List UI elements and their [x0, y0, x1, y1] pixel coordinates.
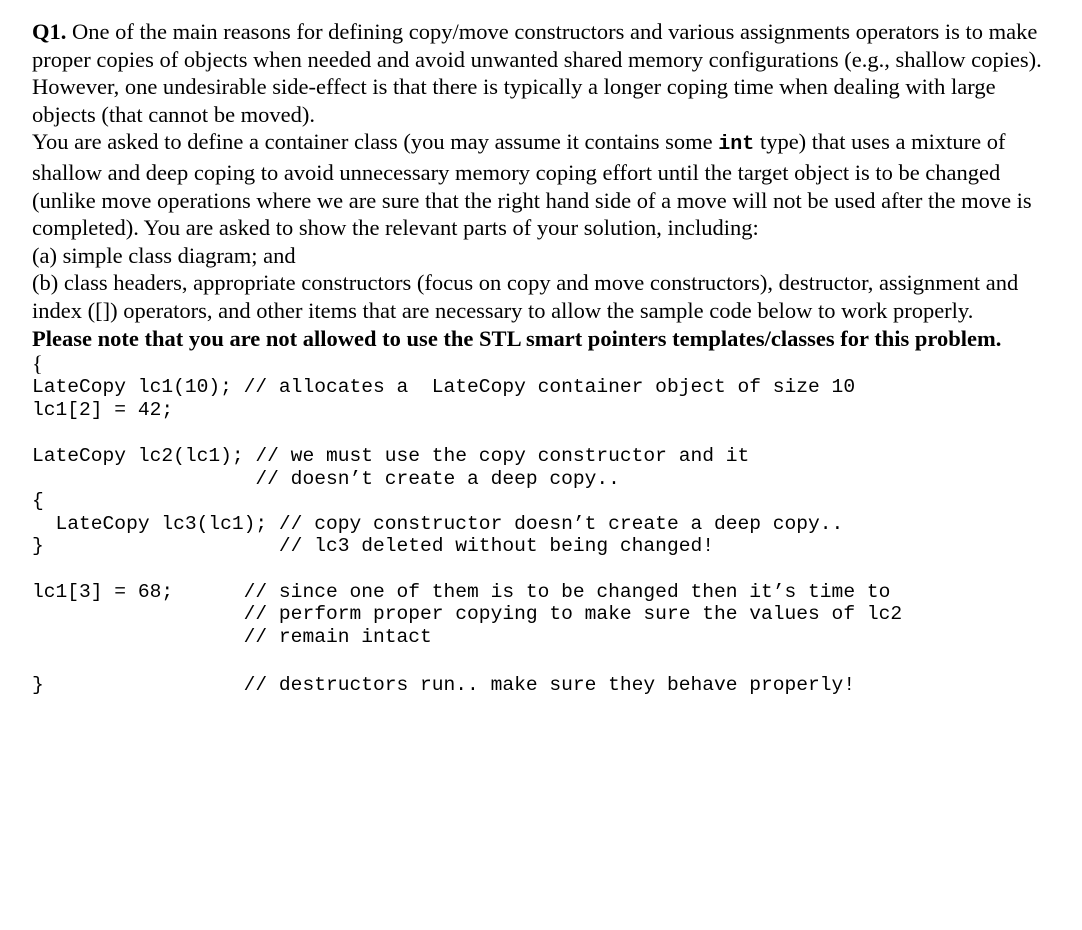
code-line-9: // perform proper copying to make sure the values of lc2 [32, 603, 903, 626]
code-line-3: LateCopy lc2(lc1); // we must use the copy constructor and it [32, 445, 750, 468]
code-line-1: LateCopy lc1(10); // allocates a LateCopy container object of size 10 [32, 376, 856, 399]
intro-text: One of the main reasons for defining copy/move constructors and various assignments operators is to make proper copies of objects when needed and avoid unwanted shared memory configurations (e.g., shallow copies). However, one undesirable side-effect is that there is typically a longer coping time when dealing with large objects (that cannot be moved). [32, 19, 1042, 127]
part-b: (b) class headers, appropriate constructors (focus on copy and move constructors), destructor, assignment and index ([]) operators, and other items that are necessary to allow the sample code below to work properly. [32, 270, 1019, 323]
task-text-before: You are asked to define a container class (you may assume it contains some [32, 129, 719, 155]
code-line-6: LateCopy lc3(lc1); // copy constructor doesn’t create a deep copy.. [32, 512, 844, 535]
question-page [32, 18, 1062, 697]
task-paragraph [32, 128, 1062, 241]
question-label: Q1. [32, 19, 67, 44]
code-line-7: } // lc3 deleted without being changed! [32, 535, 714, 558]
question-intro [32, 18, 1062, 128]
code-line-2: lc1[2] = 42; [32, 398, 174, 421]
code-line-4: // doesn’t create a deep copy.. [32, 467, 620, 490]
code-open-brace: { [32, 351, 43, 377]
code-line-10: // remain intact [32, 625, 432, 648]
int-keyword: int [718, 133, 755, 157]
code-line-8: lc1[3] = 68; // since one of them is to be changed then it’s time to [32, 580, 891, 603]
part-a: (a) simple class diagram; and [32, 242, 296, 268]
code-line-5: { [32, 490, 44, 513]
task-text-after: type) that uses a mixture of shallow and deep coping to avoid unnecessary memory coping effort until the target object is to be changed (unlike move operations where we are sure that the right hand side of a move will not be used after the move is completed). You are asked to show the relevant parts of your solution, including: [32, 129, 1032, 241]
code-line-11: } // destructors run.. make sure they behave properly! [32, 674, 856, 697]
restriction-note: Please note that you are not allowed to use the STL smart pointers templates/classes for this problem. [32, 325, 1002, 351]
